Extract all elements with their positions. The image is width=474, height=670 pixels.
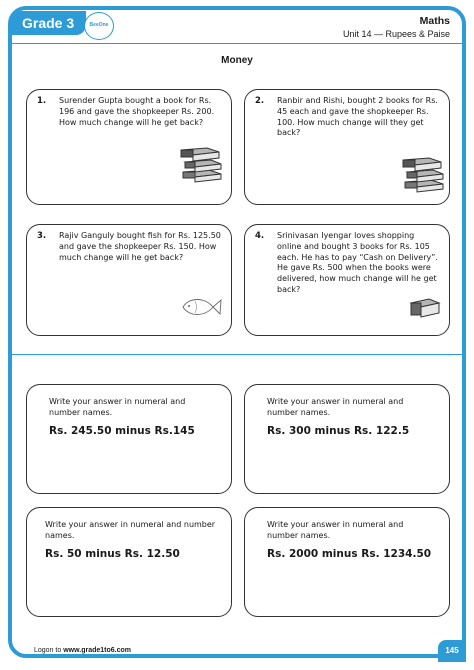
footer-url-link[interactable]: www.grade1to6.com xyxy=(63,647,132,654)
question-card-2 xyxy=(244,89,450,205)
answer-expression: Rs. 300 minus Rs. 122.5 xyxy=(267,425,410,437)
question-card-3 xyxy=(26,224,232,336)
question-text: Srinivasan Iyengar loves shopping online and bought 3 books for Rs. 105 each. He has to pay “Cash on Delivery”. He gave Rs. 500 when the books were delivered, how much change will he get back? xyxy=(277,231,438,294)
question-number: 4. xyxy=(255,231,265,241)
question-card-4 xyxy=(244,224,450,336)
question-text: Surender Gupta bought a book for Rs. 196 and gave the shopkeeper Rs. 200. How much change will he get back? xyxy=(59,96,215,127)
header-rule xyxy=(12,43,462,44)
footer-logon xyxy=(34,647,131,654)
grade-label: Grade 3 xyxy=(12,11,86,35)
answer-instruction: Write your answer in numeral and number names. xyxy=(267,397,404,417)
answer-expression: Rs. 50 minus Rs. 12.50 xyxy=(45,548,180,560)
question-card-1 xyxy=(26,89,232,205)
question-number: 3. xyxy=(37,231,47,241)
answer-instruction: Write your answer in numeral and number names. xyxy=(267,520,404,540)
question-text: Rajiv Ganguly bought fish for Rs. 125.50 and gave the shopkeeper Rs. 150. How much change will he get back? xyxy=(59,231,221,262)
answer-card-1 xyxy=(26,384,232,494)
beeone-logo: BeeOne xyxy=(84,12,114,40)
answer-card-2 xyxy=(244,384,450,494)
answer-instruction: Write your answer in numeral and number names. xyxy=(49,397,186,417)
answer-expression: Rs. 2000 minus Rs. 1234.50 xyxy=(267,548,432,560)
answer-card-3 xyxy=(26,507,232,617)
question-text: Ranbir and Rishi, bought 2 books for Rs. 45 each and gave the shopkeeper Rs. 100. How much change will they get back? xyxy=(277,96,438,138)
page-title: Money xyxy=(221,55,253,66)
question-number: 1. xyxy=(37,96,47,106)
book-icon xyxy=(409,293,441,321)
book-stack-icon xyxy=(401,150,447,196)
answer-expression: Rs. 245.50 minus Rs.145 xyxy=(49,425,195,437)
page-number: 145 xyxy=(438,640,466,662)
answer-card-4 xyxy=(244,507,450,617)
fish-icon xyxy=(179,295,223,319)
answer-instruction: Write your answer in numeral and number names. xyxy=(45,520,216,540)
footer-prefix: Logon to xyxy=(34,647,64,654)
question-number: 2. xyxy=(255,96,265,106)
unit-title: Unit 14 — Rupees & Paise xyxy=(342,29,450,39)
section-divider xyxy=(12,354,462,355)
book-stack-icon xyxy=(179,140,225,186)
subject-title: Maths xyxy=(419,15,450,27)
